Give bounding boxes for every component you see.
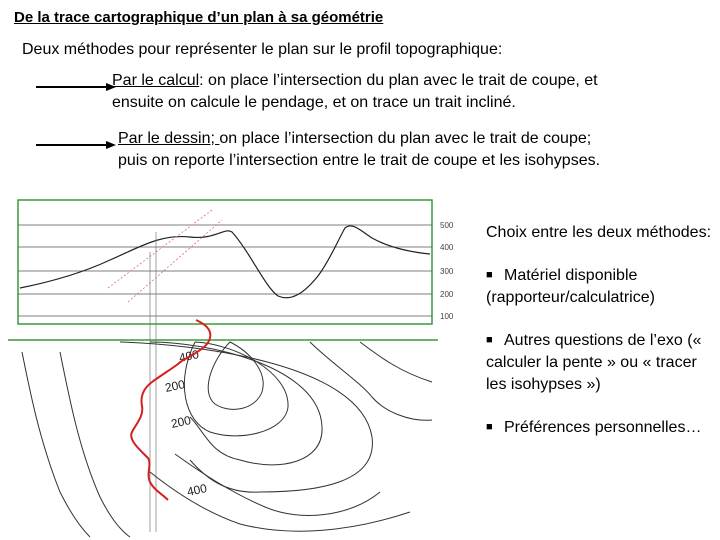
arrow-right-icon	[36, 137, 116, 153]
contour-label: 200	[169, 413, 193, 431]
dashed-plane-line	[128, 220, 222, 302]
bullet-text: Autres questions de l’exo (« calculer la pente » ou « tracer les isohypses »)	[486, 332, 702, 393]
profile-tick-200: 200	[440, 290, 454, 299]
method-calcul-text-line2: ensuite on calcule le pendage, et on trace un trait incliné.	[112, 94, 516, 111]
bullet-text: Matériel disponible (rapporteur/calculatrice)	[486, 267, 655, 306]
method-calcul-text: : on place l’intersection du plan avec le trait de coupe, et	[199, 72, 598, 89]
bullet-text: Préférences personnelles…	[504, 419, 702, 436]
sidebar-intro: Choix entre les deux méthodes:	[486, 224, 712, 241]
arrow-right-icon	[36, 79, 116, 95]
method-calcul	[112, 70, 598, 114]
map-profile-figure	[0, 192, 470, 540]
method-dessin-text: on place l’intersection du plan avec le trait de coupe;	[219, 130, 592, 147]
sidebar	[486, 222, 716, 459]
method-dessin-text-line2: puis on reporte l’intersection entre le trait de coupe et les isohypses.	[118, 152, 601, 169]
profile-frame	[18, 200, 432, 324]
sidebar-bullet	[486, 416, 716, 439]
method-calcul-label: Par le calcul	[112, 72, 200, 89]
sidebar-bullet	[486, 264, 716, 309]
page-title: De la trace cartographique d’un plan à sa géométrie	[14, 9, 384, 26]
profile-tick-500: 500	[440, 221, 454, 230]
profile-gridlines	[18, 225, 432, 316]
profile-tick-300: 300	[440, 267, 454, 276]
contour-lines	[22, 342, 432, 537]
profile-curve	[20, 226, 430, 298]
dashed-plane-line	[108, 210, 212, 288]
subtitle: Deux méthodes pour représenter le plan sur le profil topographique:	[22, 41, 503, 58]
contour-label: 200	[163, 377, 187, 395]
plane-trace	[131, 320, 210, 500]
profile-tick-100: 100	[440, 312, 454, 321]
contour-label: 400	[185, 481, 209, 499]
bullet-square-icon: ■	[486, 269, 493, 281]
bullet-square-icon: ■	[486, 334, 493, 346]
method-dessin	[118, 128, 600, 172]
sidebar-bullet	[486, 329, 716, 396]
contour-label: 400	[177, 347, 201, 365]
bullet-square-icon: ■	[486, 421, 493, 433]
profile-tick-400: 400	[440, 243, 454, 252]
method-dessin-label: Par le dessin;	[118, 130, 220, 147]
